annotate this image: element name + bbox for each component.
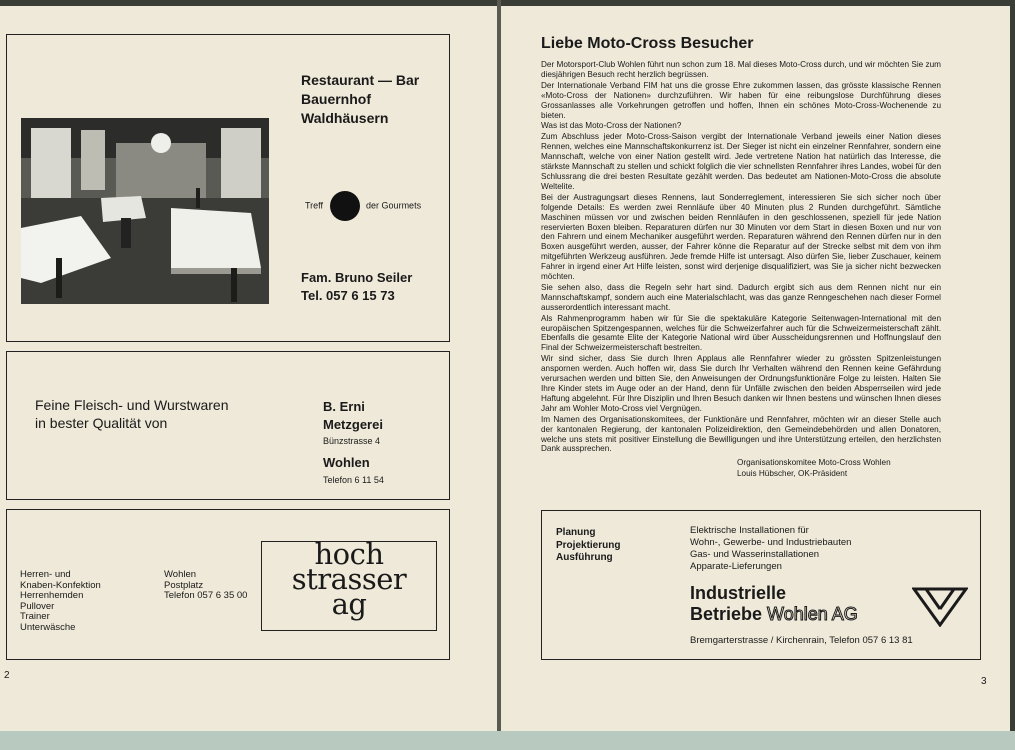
page-number-right: 3 [981, 676, 987, 687]
address-line: Wohlen [164, 569, 197, 580]
restaurant-title-line: Bauernhof [301, 91, 371, 107]
restaurant-ad [6, 34, 450, 342]
service-item: Ausführung [556, 552, 613, 563]
restaurant-title [301, 71, 419, 128]
restaurant-title-line: Waldhäusern [301, 110, 389, 126]
article-paragraph: Wir sind sicher, dass Sie durch Ihren Applaus alle Rennfahrer wieder zu grössten Spitzenleistungen anspornen werden. Auch hoffen wir, dass Sie durch Ihr Verhalten während den Rennen keine Gefährdung verursachen werden und bitten Sie, den Anweisungen der Ordnungsfunktionäre Folge zu leisten. Halten Sie Ihre Kinder stets im Auge oder an der Hand, denn für Unfälle zwischen den beiden Absperrseilen wird jede Haftung abgelehnt. Für Ihre Disziplin und Ihren Besuch danken wir Ihnen bestens und wünschen Ihnen dieses Jahr am Wohler Moto-Cross viel Vergnügen. [541, 354, 941, 413]
der-gourmets-label: der Gourmets [366, 200, 422, 211]
treff-der-gourmets [305, 191, 421, 221]
restaurant-title-line: Restaurant — Bar [301, 72, 420, 88]
industrielle-ad [541, 510, 981, 660]
company-address: Bremgarterstrasse / Kirchenrain, Telefon 057 6 13 81 [690, 635, 913, 646]
gourmet-logo-icon [330, 191, 360, 221]
article-paragraph: Bei der Austragungsart dieses Rennens, laut Sonderreglement, interessieren Sie sich sicher noch über folgende Details: Es werden zwei Rennläufe über 40 Minuten plus 2 Runden durchgeführt. Sämtliche Maschinen müssen vor und zwischen beiden Rennläufen in den geschlossenen, speziell für jede Nation reservierten Boxen bleiben. Reparaturen dürfen nur 30 Minuten vor dem Start in diesen Boxen und nur von den Fahrern und einem Mechaniker ausgeführt werden. Reparaturen während den Rennen dürfen nur in den Boxen ausgeführt werden, ausser, der Fahrer könne die Reparatur auf der Strecke selbst mit dem von ihm mitgeführten Werkzeug ausführen. Jede fremde Hilfe ist untersagt. Also dürfen Sie, lieber Zuschauer, keinem Fahrer in irgend einer Art Hilfe leisten, sonst wird derjenige disqualifiziert, was Sie ja sicher nicht bezwecken möchten. [541, 192, 941, 282]
product-item: Trainer [20, 611, 50, 622]
address-line: Telefon 057 6 35 00 [164, 590, 248, 601]
service-item: Planung [556, 527, 596, 538]
butcher-name: B. Erni [323, 399, 365, 414]
butcher-ad [6, 351, 450, 500]
article-signature [737, 457, 941, 479]
product-item: Unterwäsche [20, 621, 76, 633]
address-line: Postplatz [164, 579, 204, 591]
restaurant-contact [301, 269, 412, 305]
product-item: Pullover [20, 600, 55, 612]
butcher-business: Metzgerei [323, 417, 383, 432]
logo-line: hoch [314, 537, 384, 571]
restaurant-photo [21, 118, 269, 304]
services-list [556, 527, 620, 565]
offer-list [690, 525, 851, 573]
butcher-slogan [35, 396, 228, 432]
butcher-slogan-line: in bester Qualität von [35, 415, 168, 431]
service-item: Projektierung [556, 539, 621, 551]
signature-line: Organisationskomitee Moto-Cross Wohlen [737, 458, 891, 468]
article-subheading: Was ist das Moto-Cross der Nationen? [541, 121, 682, 131]
offer-item: Gas- und Wasserinstallationen [690, 549, 820, 560]
butcher-contact [323, 398, 384, 487]
company-name [690, 583, 858, 625]
hochstrasser-products [20, 570, 101, 633]
bottom-edge [0, 731, 1015, 750]
article-paragraph: Zum Abschluss jeder Moto-Cross-Saison vergibt der Internationale Verband jeweils einer Nation dieses Rennen, welches eine Mannschaftskonkurrenz ist. Der Sieger ist nicht ein einzelner Rennfahrer, sondern eine Mannschaft, welche von einer Nation gestellt wird. Jede vertretene Nation hat natürlich das Interesse, die stärkste Mannschaft zu stellen und schickt folglich die vier schnellsten Rennfahrer ihres Landes, wobei für den Schlussrang die drei besten Resultate gezählt werden. Das bedeutet am Nationen-Moto-Cross die absolute Weltelite. [541, 132, 941, 191]
offer-item: Apparate-Lieferungen [690, 561, 782, 572]
restaurant-phone: Tel. 057 6 15 73 [301, 288, 395, 303]
offer-item: Elektrische Installationen für [690, 525, 809, 536]
butcher-slogan-line: Feine Fleisch- und Wurstwaren [35, 397, 229, 413]
article-title: Liebe Moto-Cross Besucher [541, 35, 754, 52]
left-page [0, 6, 497, 731]
company-name-wohlen-ag: Wohlen AG [767, 604, 858, 624]
butcher-street: Bünzstrasse 4 [323, 436, 381, 446]
logo-line: ag [331, 587, 367, 621]
article-paragraph: Der Motorsport-Club Wohlen führt nun schon zum 18. Mal dieses Moto-Cross durch, und wir möchten Sie zum diesjährigen Besuch recht herzlich begrüssen. [541, 60, 941, 79]
article-paragraph: Der Internationale Verband FIM hat uns die grosse Ehre zukommen lassen, das grösste klassische Rennen «Moto-Cross der Nationen» durchzuführen. Wir haben für eine reibungslose Durchführung dieses Grossanlasses alle Vorkehrungen getroffen und hoffen, Ihnen ein schönes Moto-Cross-Wochenende zu bieten. [541, 80, 941, 120]
company-logo-icon [912, 587, 968, 627]
article-paragraph: Sie sehen also, dass die Regeln sehr hart sind. Dadurch ergibt sich aus dem Rennen nicht nur ein Mannschaftskampf, sondern auch eine Materialschlacht, was das ganze Renngeschehen nach dieser Formel ausserordentlich interessant macht. [541, 282, 941, 312]
butcher-phone: Telefon 6 11 54 [323, 475, 384, 485]
product-item: Knaben-Konfektion [20, 579, 101, 591]
offer-item: Wohn-, Gewerbe- und Industriebauten [690, 537, 852, 548]
butcher-town: Wohlen [323, 455, 370, 470]
treff-label: Treff [305, 200, 324, 211]
page-number-left: 2 [4, 670, 10, 681]
article-paragraph: Als Rahmenprogramm haben wir für Sie die spektakuläre Kategorie Seitenwagen-International mit den europäischen Spitzengespannen, welches für die Schweizerfahrer auch für die Schweizermeisterschaft zählt. Ebenfalls die gesamte Elite der Kategorie National wird über Ausscheidungsrennen und Hoffnungslauf den Final der Schweizermeisterschaft bestreiten. [541, 313, 941, 353]
hochstrasser-logo [261, 537, 437, 631]
restaurant-owner: Fam. Bruno Seiler [301, 270, 413, 285]
signature-line: Louis Hübscher, OK-Präsident [737, 469, 848, 479]
product-item: Herren- und [20, 569, 71, 580]
company-name-line2 [690, 604, 858, 625]
dining-room-image [21, 118, 269, 304]
company-name-line1: Industrielle [690, 583, 787, 603]
product-item: Herrenhemden [20, 590, 84, 601]
company-name-betriebe: Betriebe [690, 604, 763, 624]
logo-line: strasser [291, 562, 407, 596]
hochstrasser-address [164, 570, 247, 602]
article-paragraph: Im Namen des Organisationskomitees, der Funktionäre und Rennfahrer, möchten wir an dieser Stelle auch der kantonalen Regierung, der kantonalen Polizeidirektion, den Gemeindebehörden und allen Donatoren, welche uns stets mit positiver Einstellung die Bewilligungen und ihre Unterstützung erteilen, den herzlichsten Dank aussprechen. [541, 414, 941, 454]
article [541, 34, 941, 479]
right-page [501, 6, 1010, 731]
